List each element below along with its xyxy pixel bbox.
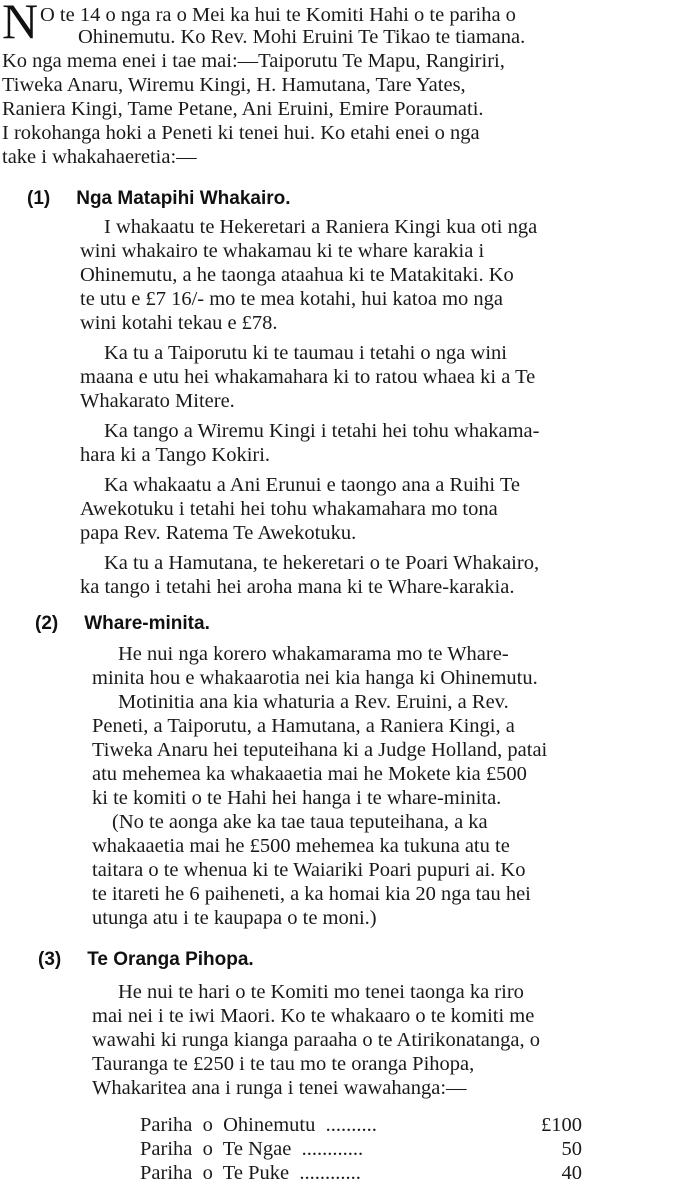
intro-line: Ko nga mema enei i tae mai:—Taiporutu Te Mapu, Rangiriri, xyxy=(2,50,505,72)
body-line: mai nei i te iwi Maori. Ko te whakaaro o te komiti me xyxy=(92,1005,535,1027)
section-number: (1) xyxy=(27,188,51,209)
body-line: wini kotahi tekau e £78. xyxy=(80,312,278,334)
section-title: Nga Matapihi Whakairo. xyxy=(76,188,291,209)
intro-line: I rokohanga hoki a Peneti ki tenei hui. Ko etahi enei o nga xyxy=(2,122,480,144)
section-title: Whare-minita. xyxy=(84,613,210,634)
section-heading xyxy=(38,948,254,972)
drop-cap: N xyxy=(2,0,39,49)
body-line: (No te aonga ake ka tae taua teputeihana, a ka xyxy=(112,811,488,833)
table-row-label: Pariha o Te Ngae ............ xyxy=(140,1138,364,1160)
body-line: Ohinemutu, a he taonga ataahua ki te Matakitaki. Ko xyxy=(80,264,514,286)
body-line: maana e utu hei whakamahara ki to ratou whaea ki a Te xyxy=(80,366,536,388)
body-line: ki te komiti o te Hahi hei hanga i te whare-minita. xyxy=(92,787,502,809)
intro-line: take i whakahaeretia:— xyxy=(2,146,197,168)
table-row-label: Pariha o Te Puke ............ xyxy=(140,1162,361,1184)
body-line: minita hou e whakaarotia nei kia hanga ki Ohinemutu. xyxy=(92,667,538,689)
body-line: Whakaritea ana i runga i tenei wawahanga:— xyxy=(92,1077,467,1099)
intro-line: Tiweka Anaru, Wiremu Kingi, H. Hamutana, Tare Yates, xyxy=(2,74,466,96)
body-line: hara ki a Tango Kokiri. xyxy=(80,444,271,466)
body-line: ka tango i tetahi hei aroha mana ki te Whare-karakia. xyxy=(80,576,515,598)
body-line: Motinitia ana kia whaturia a Rev. Eruini, a Rev. xyxy=(118,691,509,713)
body-line: utunga atu i te kaupapa o te moni.) xyxy=(92,907,377,929)
body-line: wawahi ki runga kianga paraaha o te Atirikonatanga, o xyxy=(92,1029,540,1051)
body-line: taitara o te whenua ki te Waiariki Poari pupuri ai. Ko xyxy=(92,859,526,881)
body-line: atu mehemea ka whakaaetia mai he Mokete kia £500 xyxy=(92,763,527,785)
body-line: Ka tu a Taiporutu ki te taumau i tetahi o nga wini xyxy=(104,342,507,364)
body-line: wini whakairo te whakamau ki te whare karakia i xyxy=(80,240,485,262)
body-line: He nui nga korero whakamarama mo te Whare- xyxy=(118,643,509,665)
body-line: Ka tango a Wiremu Kingi i tetahi hei tohu whakama- xyxy=(104,420,540,442)
section-title: Te Oranga Pihopa. xyxy=(87,949,254,970)
body-line: Awekotuku i tetahi hei tohu whakamahara mo tona xyxy=(80,498,498,520)
body-line: whakaaetia mai he £500 mehemea ka tukuna atu te xyxy=(92,835,510,857)
table-row-amount: 50 xyxy=(561,1138,582,1160)
section-heading xyxy=(27,187,291,211)
body-line: papa Rev. Ratema Te Awekotuku. xyxy=(80,522,357,544)
body-line: Ka tu a Hamutana, te hekeretari o te Poari Whakairo, xyxy=(104,552,540,574)
body-line: Peneti, a Taiporutu, a Hamutana, a Raniera Kingi, a xyxy=(92,715,515,737)
intro-line: O te 14 o nga ra o Mei ka hui te Komiti Hahi o te pariha o xyxy=(40,4,516,26)
table-row-label: Pariha o Ohinemutu .......... xyxy=(140,1114,377,1136)
body-line: I whakaatu te Hekeretari a Raniera Kingi kua oti nga xyxy=(104,216,538,238)
section-heading xyxy=(35,612,210,636)
intro-line: Ohinemutu. Ko Rev. Mohi Eruini Te Tikao te tiamana. xyxy=(78,26,526,48)
table-row-amount: £100 xyxy=(541,1114,582,1136)
section-number: (3) xyxy=(38,949,62,970)
section-number: (2) xyxy=(35,613,59,634)
body-line: Tiweka Anaru hei teputeihana ki a Judge Holland, patai xyxy=(92,739,548,761)
body-line: te itareti he 6 paiheneti, a ka homai kia 20 nga tau hei xyxy=(92,883,531,905)
body-line: te utu e £7 16/- mo te mea kotahi, hui katoa mo nga xyxy=(80,288,503,310)
intro-line: Raniera Kingi, Tame Petane, Ani Eruini, Emire Poraumati. xyxy=(2,98,484,120)
table-row-amount: 40 xyxy=(561,1162,582,1184)
body-line: Tauranga te £250 i te tau mo te oranga Pihopa, xyxy=(92,1053,475,1075)
body-line: Whakarato Mitere. xyxy=(80,390,235,412)
body-line: Ka whakaatu a Ani Erunui e taongo ana a Ruihi Te xyxy=(104,474,521,496)
body-line: He nui te hari o te Komiti mo tenei taonga ka riro xyxy=(118,981,524,1003)
